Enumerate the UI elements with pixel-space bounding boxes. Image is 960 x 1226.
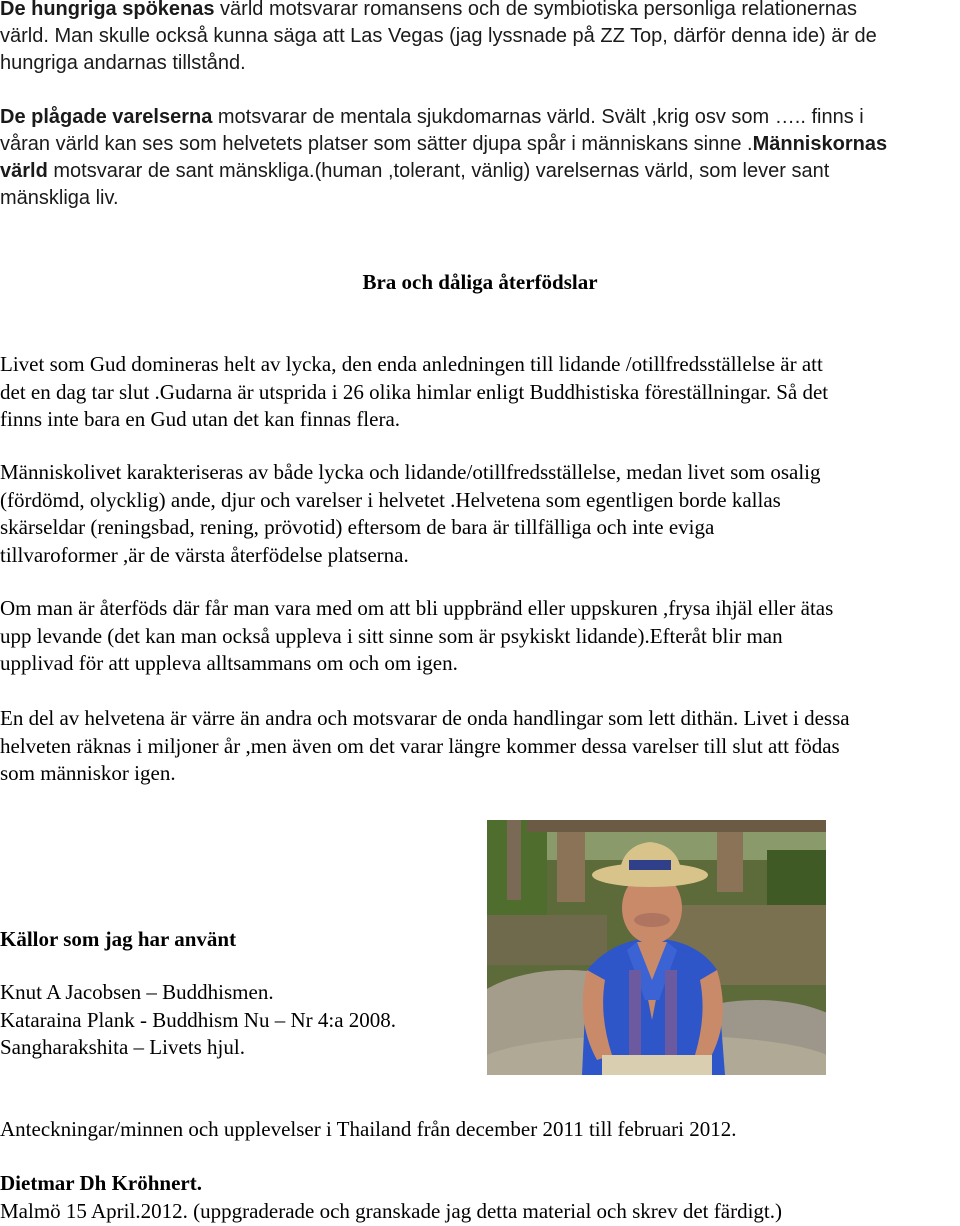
- author-photo: [487, 820, 826, 1075]
- photo-of-man-with-hat-by-river-icon: [487, 820, 826, 1075]
- paragraph-gods: Livet som Gud domineras helt av lycka, den enda anledningen till lidande /otillfredsställelse är att det en dag tar slut .Gudarna är utsprida i 26 olika himlar enligt Buddhistiska föreställningar. Så det finns inte bara en Gud utan det kan finnas flera.: [0, 352, 829, 431]
- sources-title: Källor som jag har använt: [0, 927, 237, 951]
- intro-paragraph-1: De hungriga spökenas värld motsvarar romansens och de symbiotiska personliga relationernas värld. Man skulle också kunna säga att Las Vegas (jag lyssnade på ZZ Top, därför denna ide) är de hungriga andarnas tillstånd.: [0, 0, 877, 74]
- source-item: Knut A Jacobsen – Buddhismen.: [0, 980, 274, 1004]
- intro-paragraph-2: De plågade varelserna motsvarar de mentala sjukdomarnas värld. Svält ,krig osv som ….. finns i våran värld kan ses som helvetets platser som sätter djupa spår i människans sinne .Människornas värld motsvarar de sant mänskliga.(human ,tolerant, vänlig) varelsernas värld, som lever sant mänskliga liv.: [0, 106, 888, 209]
- author-name: Dietmar Dh Kröhnert.: [0, 1171, 202, 1195]
- source-item: Kataraina Plank - Buddhism Nu – Nr 4:a 2008.: [0, 1007, 397, 1032]
- author-block: [0, 1170, 782, 1225]
- paragraph-hells: En del av helvetena är värre än andra och motsvarar de onda handlingar som lett dithän. Livet i dessa helveten räknas i miljoner år ,men även om det varar längre kommer dessa varelser till slut att födas som människor igen.: [0, 706, 850, 785]
- term-tormented-beings: De plågade varelserna: [0, 106, 213, 128]
- sources-list: [0, 979, 396, 1062]
- paragraph-human-life: Människolivet karakteriseras av både lycka och lidande/otillfredsställelse, medan livet som osalig (fördömd, olycklig) ande, djur och varelser i helvetet .Helvetena som egentligen borde kallas skärseldar (reningsbad, rening, prövotid) eftersom de bara är tillfälliga och inte eviga tillvaroformer ,är de värsta återfödelse platserna.: [0, 460, 821, 567]
- term-hungry-ghosts: De hungriga spökenas: [0, 0, 215, 20]
- paragraph-rebirth: Om man är återföds där får man vara med om att bli uppbränd eller uppskuren ,frysa ihjäl eller ätas upp levande (det kan man också uppleva i sitt sinne som är psykiskt lidande).Efteråt blir man upplivad för att uppleva alltsammans om och om igen.: [0, 596, 834, 675]
- author-dateline: Malmö 15 April.2012. (uppgraderade och granskade jag detta material och skrev det färdigt.): [0, 1198, 782, 1223]
- section-heading: Bra och dåliga återfödslar: [362, 270, 598, 294]
- source-item: Sangharakshita – Livets hjul.: [0, 1035, 245, 1059]
- notes-line: Anteckningar/minnen och upplevelser i Thailand från december 2011 till februari 2012.: [0, 1117, 737, 1141]
